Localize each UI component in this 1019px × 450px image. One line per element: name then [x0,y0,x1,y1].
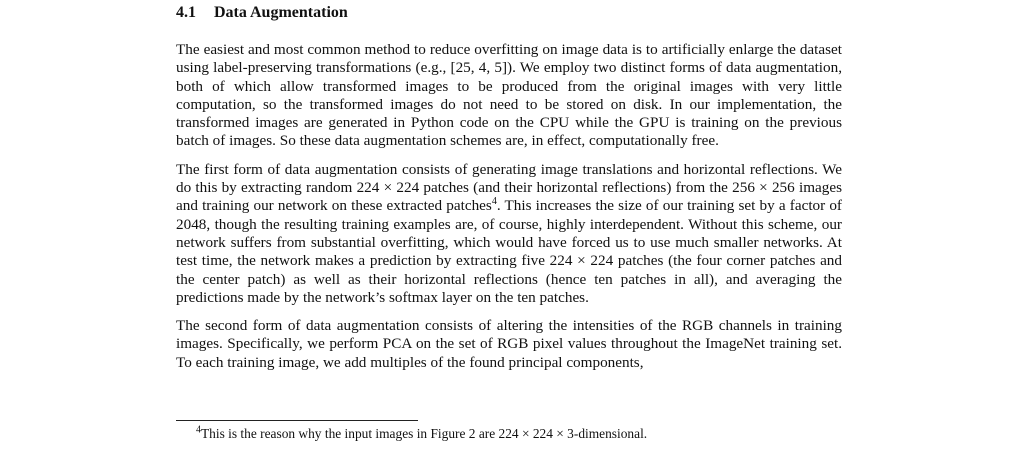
footnote-marker: 4 [196,424,201,436]
footnote-text: This is the reason why the input images in Figure 2 are 224 × 224 × 3-dimensional. [201,426,648,441]
footnote-reference: 4 [491,196,497,208]
section-number: 4.1 [176,4,196,21]
paragraph-rgb-intensity: The second form of data augmentation consists of altering the intensities of the RGB channels in training images. Specifically, we perform PCA on the set of RGB pixel values throughout the ImageNet training set. To each training image, we add multiples of the found principal components, [176,317,842,371]
paragraph-overfitting: The easiest and most common method to reduce overfitting on image data is to artificially enlarge the dataset using label-preserving transformations (e.g., [25, 4, 5]). We employ two distinct forms of data augmentation, both of which allow transformed images to be produced from the original images with very little computation, so the transformed images do not need to be stored on disk. In our implementation, the transformed images are generated in Python code on the CPU while the GPU is training on the previous batch of images. So these data augmentation schemes are, in effect, computationally free. [176,41,842,150]
paragraph-translations-part-1: The first form of data augmentation consists of generating image translations and horizontal reflections. We do this by extracting random 224 × 224 patches (and their horizontal reflections) from the 256 × 256 images and training our network on these extracted patches [176,160,842,215]
paragraph-translations [176,161,842,307]
footnote [196,425,647,443]
paper-page [176,0,842,372]
section-title: Data Augmentation [214,4,348,21]
paragraph-translations-part-2: . This increases the size of our training set by a factor of 2048, though the resulting training examples are, of course, highly interdependent. Without this scheme, our network suffers from substantial overfitting, which would have forced us to use much smaller networks. At test time, the network makes a prediction by extracting five 224 × 224 patches (the four corner patches and the center patch) as well as their horizontal reflections (hence ten patches in all), and averaging the predictions made by the network’s softmax layer on the ten patches. [176,197,842,306]
footnote-divider [176,420,418,421]
section-heading [176,3,842,23]
